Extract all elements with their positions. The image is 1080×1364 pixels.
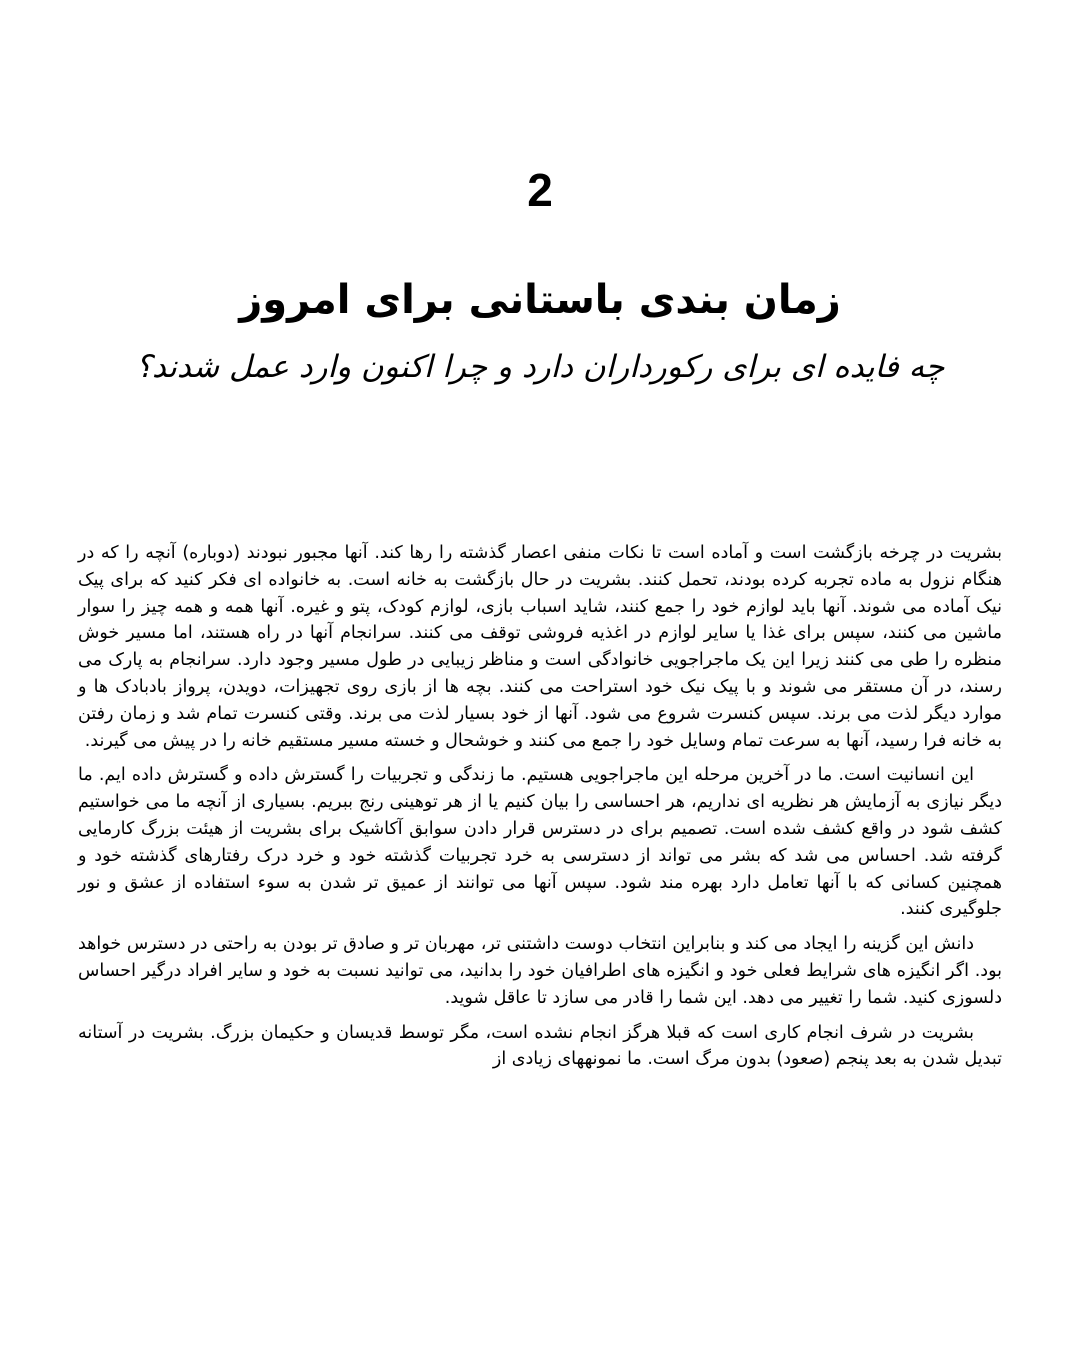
paragraph: دانش این گزینه را ایجاد می کند و بنابراین انتخاب دوست داشتنی تر، مهربان تر و صادق تر بودن به راحتی در دسترس خواهد بود. اگر انگیزه های شرایط فعلی خود و انگیزه های اطرافیان خود را بدانید، می توانید نسبت به خود و سایر افراد درگیر احساس دلسوزی کنید. شما را تغییر می دهد. این شما را قادر می سازد تا عاقل شوید. — [78, 934, 1002, 1008]
chapter-title: زمان بندی باستانی برای امروز — [239, 277, 841, 323]
paragraph: بشریت در شرف انجام کاری است که قبلا هرگز انجام نشده است، مگر توسط قدیسان و حکیمان بزرگ. بشریت در آستانه تبدیل شدن به بعد پنجم (صعود) بدون مرگ است. ما نمونههای زیادی از — [78, 1022, 1002, 1070]
paragraph: این انسانیت است. ما در آخرین مرحله این ماجراجویی هستیم. ما زندگی و تجربیات را گسترش داده و گسترش داده ایم. ما دیگر نیازی به آزمایش هر نظریه ای نداریم، هر احساسی را بیان کنیم یا از هر توهینی رنج ببریم. بسیاری از آنچه ما می خواستیم کشف شود در واقع کشف شده است. تصمیم برای در دسترس قرار دادن سوابق آکاشیک برای بشریت از هیئت بزرگ کارمایی گرفته شد. احساس می شد که بشر می تواند از دسترسی به خرد تجربیات گذشته خود و خرد درک رفتارهای گذشته خود و همچنین کسانی که با آنها تعامل دارد بهره مند شود. سپس آنها می توانند از عمیق تر شدن به سوء استفاده از عشق و نور جلوگیری کنند. — [78, 765, 1002, 920]
chapter-number: 2 — [527, 164, 553, 216]
paragraph: بشریت در چرخه بازگشت است و آماده است تا نکات منفی اعصار گذشته را رها کند. آنها مجبور نبودند (دوباره) آنچه را که در هنگام نزول به ماده تجربه کرده بودند، تحمل کنند. بشریت در حال بازگشت به خانه است. به خانواده ای فکر کنید که برای پیک نیک آماده می شوند. آنها باید لوازم خود را جمع کنند، شاید اسباب بازی، لوازم کودک، پتو و غیره. آنها همه و همه چیز را سوار ماشین می کنند، سپس برای غذا یا سایر لوازم در اغذیه فروشی توقف می کنند. سرانجام آنها در راه هستند، اما مسیر خوش منظره را طی می کنند زیرا این یک ماجراجویی خانوادگی است و مناظر زیبایی در طول مسیر وجود دارد. سرانجام به پارک می رسند، در آن مستقر می شوند و با پیک نیک خود استراحت می کنند. بچه ها از بازی روی تجهیزات، دویدن، پرواز بادبادک ها و موارد دیگر لذت می برند. سپس کنسرت شروع می شود. آنها از خود بسیار لذت می برند. وقتی کنسرت تمام شد و زمان رفتن به خانه فرا رسید، آنها به سرعت تمام وسایل خود را جمع می کنند و خوشحال و خسته مسیر مستقیم خانه را در پیش می گیرند. — [78, 543, 1002, 751]
chapter-subtitle: چه فایده ای برای رکورداران دارد و چرا اکنون وارد عمل شدند؟ — [135, 349, 945, 385]
body-text — [78, 540, 1002, 1081]
